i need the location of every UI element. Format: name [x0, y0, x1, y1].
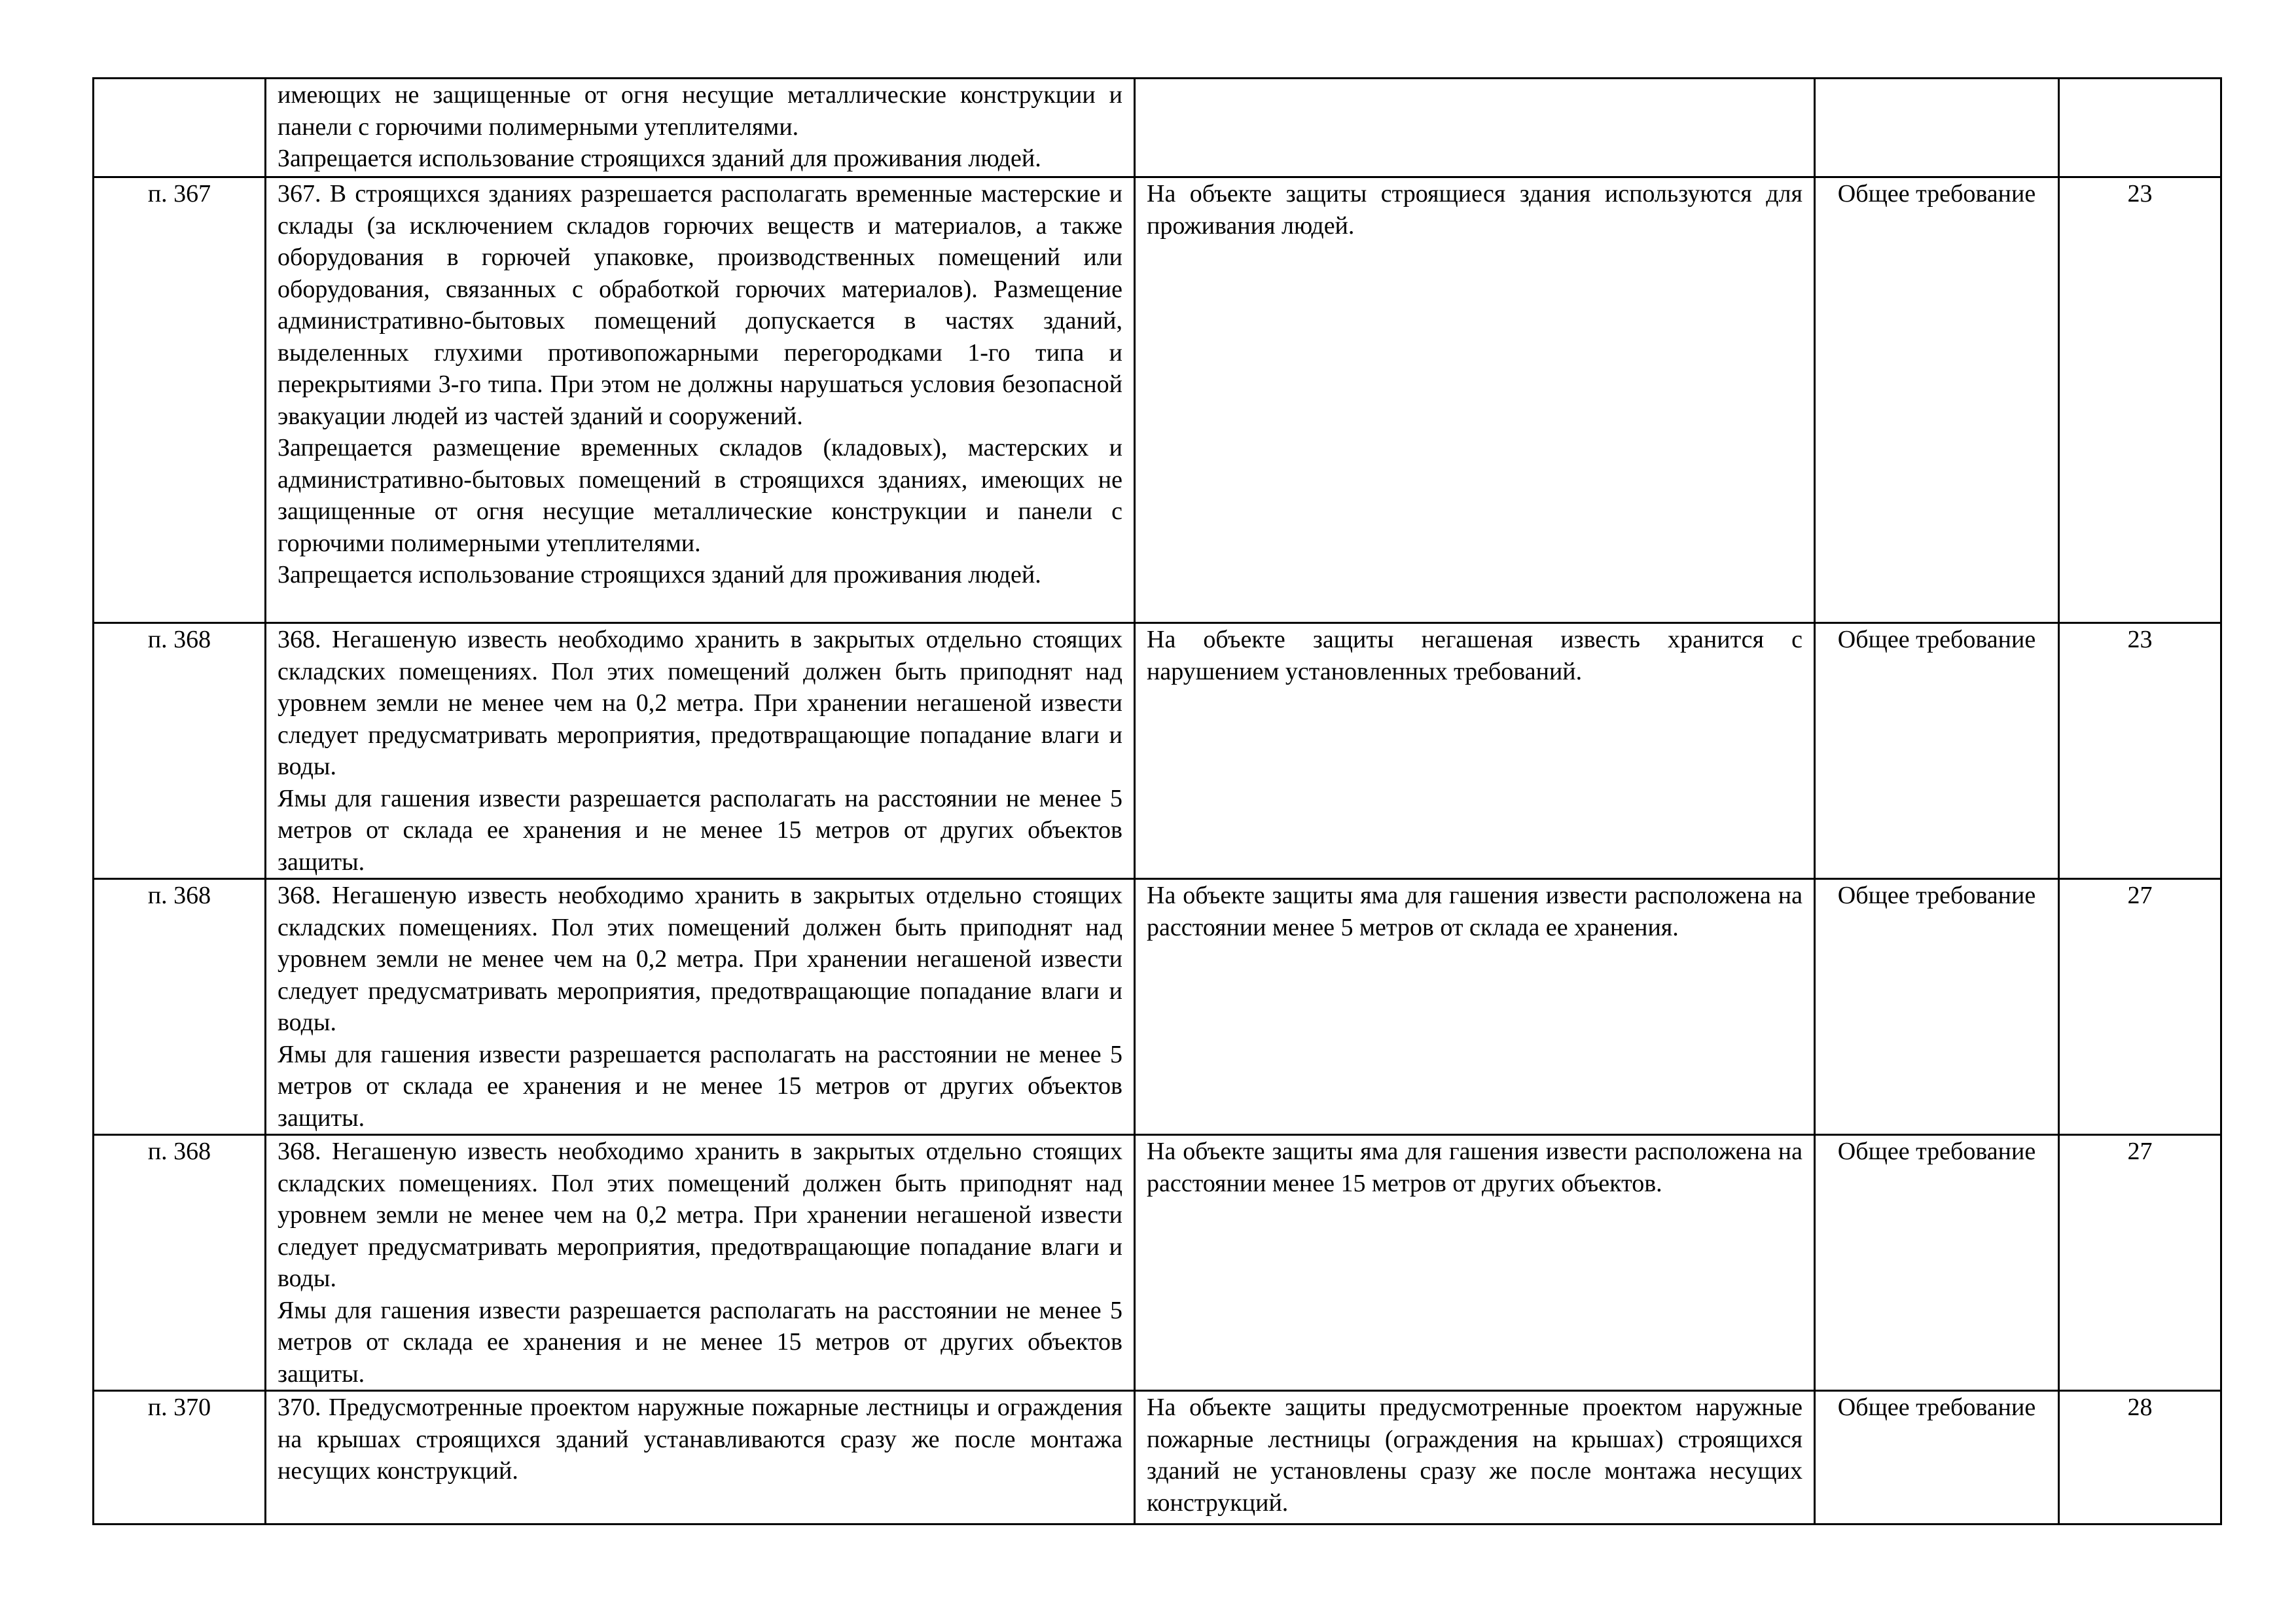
requirement-type-cell: Общее требование — [1815, 879, 2059, 1135]
page-number-cell: 27 — [2059, 879, 2221, 1135]
clause-ref-cell: п. 367 — [94, 177, 266, 623]
violation-cell — [1135, 79, 1815, 177]
violation-cell: На объекте защиты предусмотренные проектом наружные пожарные лестницы (ограждения на крышах) строящихся зданий не установлены сразу же после монтажа несущих конструкций. — [1135, 1391, 1815, 1525]
clause-ref-cell: п. 368 — [94, 879, 266, 1135]
requirement-cell — [266, 79, 1135, 177]
requirement-paragraph: Ямы для гашения извести разрешается располагать на расстоянии не менее 5 метров от склада ее хранения и не менее 15 метров от других объектов защиты. — [278, 784, 1122, 876]
requirement-paragraph: Ямы для гашения извести разрешается располагать на расстоянии не менее 5 метров от склада ее хранения и не менее 15 метров от других объектов защиты. — [278, 1040, 1122, 1132]
requirement-paragraph: имеющих не защищенные от огня несущие металлические конструкции и панели с горючими полимерными утеплителями. — [278, 81, 1122, 141]
requirements-table — [92, 77, 2222, 1525]
requirement-paragraph: 370. Предусмотренные проектом наружные пожарные лестницы и ограждения на крышах строящихся зданий устанавливаются сразу же после монтажа несущих конструкций. — [278, 1394, 1122, 1485]
requirement-cell — [266, 1135, 1135, 1391]
requirement-paragraph: Запрещается размещение временных складов (кладовых), мастерских и административно-бытовых помещений в строящихся зданиях, имеющих не защищенные от огня несущие металлические конструкции и панели с горючими полимерными утеплителями. — [278, 434, 1122, 557]
requirement-type-cell: Общее требование — [1815, 1135, 2059, 1391]
requirement-paragraph: Запрещается использование строящихся зданий для проживания людей. — [278, 561, 1041, 588]
requirement-type-cell — [1815, 79, 2059, 177]
table-row — [94, 1135, 2221, 1391]
page-number-cell: 28 — [2059, 1391, 2221, 1525]
requirement-paragraph: 368. Негашеную известь необходимо хранить в закрытых отдельно стоящих складских помещениях. Пол этих помещений должен быть приподнят над уровнем земли не менее чем на 0,2 метра. При хранении негашеной извести следует предусматривать мероприятия, предотвращающие попадание влаги и воды. — [278, 1138, 1122, 1292]
requirement-paragraph: Ямы для гашения извести разрешается располагать на расстоянии не менее 5 метров от склада ее хранения и не менее 15 метров от других объектов защиты. — [278, 1296, 1122, 1388]
table-row — [94, 177, 2221, 623]
requirement-paragraph: 367. В строящихся зданиях разрешается располагать временные мастерские и склады (за исключением складов горючих веществ и материалов, а также оборудования в горючей упаковке, производственных помещений или оборудования, связанных с обработкой горючих материалов). Размещение административно-бытовых помещений допускается в частях зданий, выделенных глухими противопожарными перегородками 1-го типа и перекрытиями 3-го типа. При этом не должны нарушаться условия безопасной эвакуации людей из частей зданий и сооружений. — [278, 180, 1122, 430]
clause-ref-cell: п. 368 — [94, 1135, 266, 1391]
requirement-paragraph: 368. Негашеную известь необходимо хранить в закрытых отдельно стоящих складских помещениях. Пол этих помещений должен быть приподнят над уровнем земли не менее чем на 0,2 метра. При хранении негашеной извести следует предусматривать мероприятия, предотвращающие попадание влаги и воды. — [278, 882, 1122, 1036]
table-row — [94, 79, 2221, 177]
clause-ref-cell: п. 370 — [94, 1391, 266, 1525]
requirement-cell — [266, 1391, 1135, 1525]
clause-ref-cell — [94, 79, 266, 177]
violation-cell: На объекте защиты строящиеся здания используются для проживания людей. — [1135, 177, 1815, 623]
table-row — [94, 623, 2221, 879]
violation-cell: На объекте защиты яма для гашения извести расположена на расстоянии менее 15 метров от других объектов. — [1135, 1135, 1815, 1391]
requirement-paragraph: 368. Негашеную известь необходимо хранить в закрытых отдельно стоящих складских помещениях. Пол этих помещений должен быть приподнят над уровнем земли не менее чем на 0,2 метра. При хранении негашеной извести следует предусматривать мероприятия, предотвращающие попадание влаги и воды. — [278, 626, 1122, 780]
requirement-cell — [266, 879, 1135, 1135]
requirement-paragraph: Запрещается использование строящихся зданий для проживания людей. — [278, 145, 1041, 172]
clause-ref-cell: п. 368 — [94, 623, 266, 879]
page-number-cell: 27 — [2059, 1135, 2221, 1391]
requirement-type-cell: Общее требование — [1815, 1391, 2059, 1525]
requirement-type-cell: Общее требование — [1815, 177, 2059, 623]
violation-cell: На объекте защиты негашеная известь хранится с нарушением установленных требований. — [1135, 623, 1815, 879]
page-number-cell: 23 — [2059, 623, 2221, 879]
violation-cell: На объекте защиты яма для гашения извести расположена на расстоянии менее 5 метров от склада ее хранения. — [1135, 879, 1815, 1135]
table-row — [94, 879, 2221, 1135]
table-row — [94, 1391, 2221, 1525]
requirement-cell — [266, 177, 1135, 623]
page-number-cell — [2059, 79, 2221, 177]
requirement-cell — [266, 623, 1135, 879]
requirement-type-cell: Общее требование — [1815, 623, 2059, 879]
page-number-cell: 23 — [2059, 177, 2221, 623]
